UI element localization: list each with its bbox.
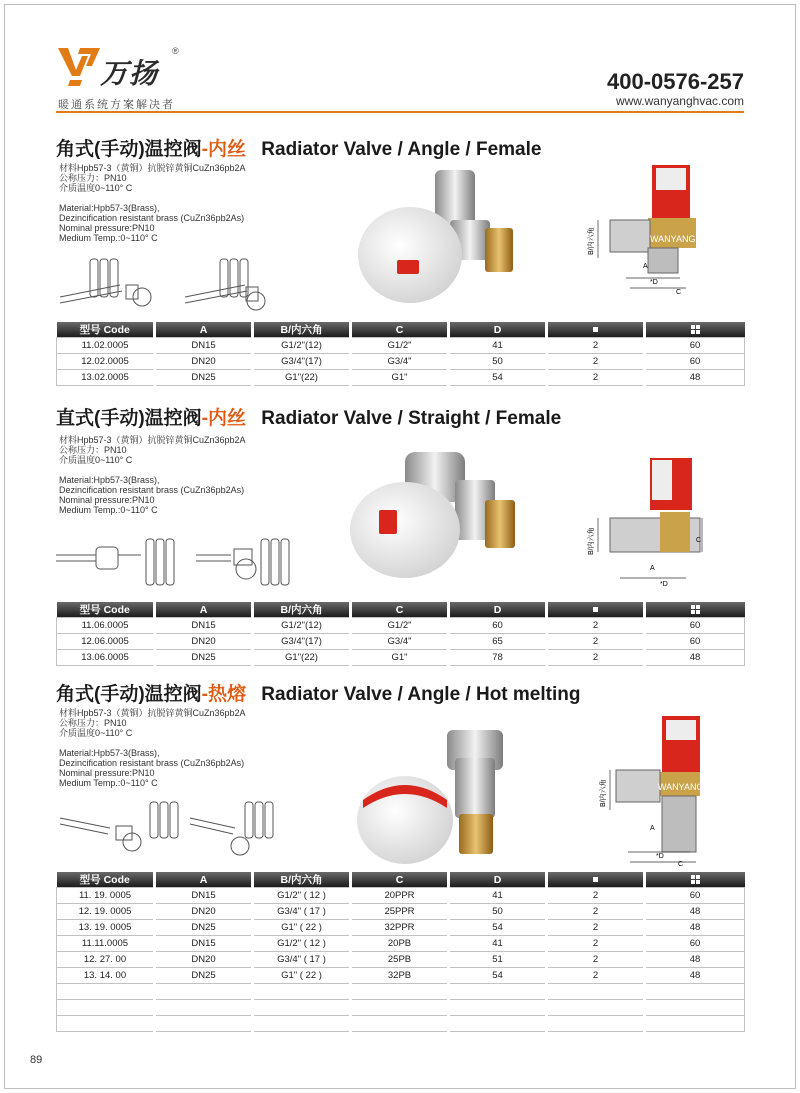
registered-mark: ® [172, 46, 179, 56]
spec-line: 材料Hpb57-3（黄铜）抗脱锌黄铜CuZn36pb2A [59, 163, 246, 173]
table-cell: G1"(22) [253, 650, 351, 666]
spec-line: 公称压力：PN10 [59, 173, 127, 183]
table-cell: G3/4"(17) [253, 634, 351, 650]
inner-box-icon [593, 607, 598, 612]
table-row [57, 354, 745, 370]
spec-line: 材料Hpb57-3（黄铜）抗脱锌黄铜CuZn36pb2A [59, 435, 246, 445]
table-cell: 25PB [351, 952, 449, 968]
brand-name: 万扬 [100, 58, 159, 89]
col-d: D [449, 872, 547, 888]
brand-logo-icon [56, 44, 102, 90]
table-row [57, 968, 745, 984]
table-cell: 32PB [351, 968, 449, 984]
table-cell: 12.02.0005 [57, 354, 155, 370]
carton-grid-icon [691, 605, 700, 614]
table-cell: 12. 27. 00 [57, 952, 155, 968]
table-header-row [57, 872, 745, 888]
col-code: 型号 Code [57, 872, 155, 888]
table-cell: 20PPR [351, 888, 449, 904]
table-cell: 13. 14. 00 [57, 968, 155, 984]
table-cell: 60 [645, 936, 745, 952]
spec-line: 介质温度0~110° C [59, 455, 133, 465]
table-cell: 48 [645, 370, 745, 386]
table-cell: 2 [547, 618, 645, 634]
table-cell: DN15 [155, 888, 253, 904]
table-cell: G1/2" [351, 618, 449, 634]
spec-line: Nominal pressure:PN10 [59, 495, 155, 505]
spec-line: Material:Hpb57-3(Brass), [59, 203, 160, 213]
table-cell: 54 [449, 370, 547, 386]
table-cell: DN20 [155, 354, 253, 370]
svg-text:A: A [650, 565, 655, 572]
brand-tagline: 暖通系统方案解决者 [58, 99, 175, 111]
section-title-variant: 内丝 [207, 139, 246, 160]
table-cell: 20PB [351, 936, 449, 952]
spec-table [56, 872, 745, 1032]
section-title: 直式(手动)温控阀-内丝 Radiator Valve / Straight / Female [56, 408, 562, 429]
table-cell: 2 [547, 338, 645, 354]
spec-block [59, 708, 246, 788]
spec-line: 介质温度0~110° C [59, 183, 133, 193]
section-title: 角式(手动)温控阀-内丝 Radiator Valve / Angle / Female [56, 139, 542, 160]
spec-line: Dezincification resistant brass (CuZn36pb2As) [59, 213, 245, 223]
section-title-en: Radiator Valve / Straight / Female [261, 408, 562, 429]
table-cell: 2 [547, 888, 645, 904]
table-row-empty [57, 1000, 745, 1016]
inner-box-icon [593, 327, 598, 332]
table-cell: G1/2"(12) [253, 618, 351, 634]
table-row [57, 370, 745, 386]
spec-line: 介质温度0~110° C [59, 728, 133, 738]
table-cell: 54 [449, 968, 547, 984]
spec-block [59, 435, 246, 515]
table-cell: 12. 19. 0005 [57, 904, 155, 920]
table-row [57, 618, 745, 634]
table-cell: 11.02.0005 [57, 338, 155, 354]
installation-sketch [56, 535, 306, 595]
table-cell: 2 [547, 968, 645, 984]
table-cell: 60 [645, 354, 745, 370]
svg-text:WANYANG: WANYANG [658, 782, 704, 792]
table-cell: 48 [645, 968, 745, 984]
spec-line: Medium Temp.:0~110° C [59, 778, 158, 788]
carton-grid-icon [691, 325, 700, 334]
spec-line: Dezincification resistant brass (CuZn36pb2As) [59, 758, 245, 768]
table-cell: 2 [547, 370, 645, 386]
inner-box-icon [593, 877, 598, 882]
table-cell: 13.06.0005 [57, 650, 155, 666]
header-divider [56, 111, 744, 113]
svg-text:C: C [676, 289, 682, 296]
col-d: D [449, 602, 547, 618]
table-cell: 41 [449, 936, 547, 952]
col-a: A [155, 322, 253, 338]
phone-number: 400-0576-257 [606, 69, 744, 94]
table-cell: 2 [547, 952, 645, 968]
spec-line: Medium Temp.:0~110° C [59, 505, 158, 515]
table-cell: 48 [645, 952, 745, 968]
table-cell: G3/4" [351, 354, 449, 370]
svg-text:*D: *D [656, 853, 664, 860]
svg-text:*D: *D [650, 279, 658, 286]
table-header-row [57, 322, 745, 338]
table-cell: G3/4" ( 17 ) [253, 952, 351, 968]
installation-sketch [60, 798, 290, 863]
table-cell: G3/4" [351, 634, 449, 650]
table-cell: 60 [645, 888, 745, 904]
table-cell: 2 [547, 936, 645, 952]
table-row [57, 936, 745, 952]
spec-line: Nominal pressure:PN10 [59, 223, 155, 233]
col-b: B/内六角 [253, 322, 351, 338]
svg-text:A: A [650, 825, 655, 832]
table-cell: 60 [645, 338, 745, 354]
table-cell: G1/2" [351, 338, 449, 354]
website-link[interactable]: www.wanyanghvac.com [615, 94, 744, 108]
table-cell: DN25 [155, 370, 253, 386]
table-cell: DN25 [155, 920, 253, 936]
table-cell: 2 [547, 354, 645, 370]
dimension-drawing [600, 712, 710, 867]
table-cell: 48 [645, 920, 745, 936]
section-title-cn: 角式(手动)温控阀 [56, 139, 202, 160]
table-cell: DN20 [155, 952, 253, 968]
spec-line: Medium Temp.:0~110° C [59, 233, 158, 243]
col-carton-icon [645, 322, 745, 338]
table-cell: G1" ( 22 ) [253, 920, 351, 936]
table-cell: 65 [449, 634, 547, 650]
valve-photo [355, 160, 525, 310]
col-code: 型号 Code [57, 602, 155, 618]
table-cell: 48 [645, 904, 745, 920]
svg-text:B/内六角: B/内六角 [588, 227, 595, 255]
col-c: C [351, 872, 449, 888]
table-cell: 51 [449, 952, 547, 968]
col-b: B/内六角 [253, 602, 351, 618]
table-row [57, 338, 745, 354]
table-cell: 48 [645, 650, 745, 666]
svg-text:B/内六角: B/内六角 [588, 527, 595, 555]
col-c: C [351, 322, 449, 338]
table-cell: 25PPR [351, 904, 449, 920]
table-row-empty [57, 1016, 745, 1032]
spec-block [59, 163, 246, 243]
table-row [57, 888, 745, 904]
col-box-icon [547, 872, 645, 888]
table-row-empty [57, 984, 745, 1000]
col-carton-icon [645, 602, 745, 618]
spec-line: Material:Hpb57-3(Brass), [59, 475, 160, 485]
table-cell: G3/4" ( 17 ) [253, 904, 351, 920]
page-number: 89 [30, 1054, 43, 1066]
table-row [57, 634, 745, 650]
table-cell: 12.06.0005 [57, 634, 155, 650]
spec-line: Material:Hpb57-3(Brass), [59, 748, 160, 758]
table-cell: 2 [547, 920, 645, 936]
table-row [57, 952, 745, 968]
svg-text:*D: *D [660, 581, 668, 588]
svg-text:B/内六角: B/内六角 [600, 779, 607, 807]
spec-line: 公称压力：PN10 [59, 445, 127, 455]
svg-text:C: C [696, 537, 702, 544]
section-title-variant: 热熔 [207, 684, 246, 705]
section-title-cn: 角式(手动)温控阀 [56, 684, 202, 705]
spec-line: 公称压力：PN10 [59, 718, 127, 728]
dimension-drawing [590, 160, 705, 300]
table-cell: 78 [449, 650, 547, 666]
table-cell: DN15 [155, 936, 253, 952]
table-cell: DN20 [155, 634, 253, 650]
col-carton-icon [645, 872, 745, 888]
spec-line: 材料Hpb57-3（黄铜）抗脱锌黄铜CuZn36pb2A [59, 708, 246, 718]
svg-text:A: A [643, 263, 648, 270]
carton-grid-icon [691, 875, 700, 884]
table-cell: 13.02.0005 [57, 370, 155, 386]
section-title-en: Radiator Valve / Angle / Female [261, 139, 542, 160]
table-cell: G1" [351, 650, 449, 666]
section-title-cn: 直式(手动)温控阀 [56, 408, 202, 429]
table-cell: G1" [351, 370, 449, 386]
section-title-en: Radiator Valve / Angle / Hot melting [261, 684, 581, 705]
table-cell: 2 [547, 650, 645, 666]
table-cell: 50 [449, 904, 547, 920]
section-title-variant: 内丝 [207, 408, 246, 429]
table-cell: G1/2" ( 12 ) [253, 888, 351, 904]
table-cell: G1/2" ( 12 ) [253, 936, 351, 952]
installation-sketch [60, 255, 290, 320]
col-d: D [449, 322, 547, 338]
table-cell: 11.11.0005 [57, 936, 155, 952]
table-cell: 2 [547, 904, 645, 920]
table-row [57, 904, 745, 920]
table-cell: 41 [449, 888, 547, 904]
table-cell: G1/2"(12) [253, 338, 351, 354]
table-cell: 60 [645, 634, 745, 650]
svg-text:C: C [678, 861, 684, 868]
table-header-row [57, 602, 745, 618]
table-cell: DN25 [155, 968, 253, 984]
table-row [57, 920, 745, 936]
table-cell: G1"(22) [253, 370, 351, 386]
table-cell: DN20 [155, 904, 253, 920]
valve-photo [355, 730, 525, 875]
table-cell: DN25 [155, 650, 253, 666]
spec-table [56, 602, 745, 666]
table-row [57, 650, 745, 666]
table-cell: 41 [449, 338, 547, 354]
valve-photo [345, 450, 525, 590]
section-title: 角式(手动)温控阀-热熔 Radiator Valve / Angle / Hot melting [56, 684, 581, 705]
table-cell: 11. 19. 0005 [57, 888, 155, 904]
col-a: A [155, 872, 253, 888]
spec-table [56, 322, 745, 386]
svg-text:WANYANG: WANYANG [650, 234, 696, 244]
spec-line: Nominal pressure:PN10 [59, 768, 155, 778]
table-cell: DN15 [155, 618, 253, 634]
table-cell: 54 [449, 920, 547, 936]
col-b: B/内六角 [253, 872, 351, 888]
col-box-icon [547, 602, 645, 618]
spec-line: Dezincification resistant brass (CuZn36pb2As) [59, 485, 245, 495]
col-c: C [351, 602, 449, 618]
col-a: A [155, 602, 253, 618]
table-cell: 2 [547, 634, 645, 650]
table-cell: G1" ( 22 ) [253, 968, 351, 984]
col-code: 型号 Code [57, 322, 155, 338]
table-cell: 60 [449, 618, 547, 634]
table-cell: G3/4"(17) [253, 354, 351, 370]
col-box-icon [547, 322, 645, 338]
table-cell: 13. 19. 0005 [57, 920, 155, 936]
table-cell: 60 [645, 618, 745, 634]
table-cell: DN15 [155, 338, 253, 354]
table-cell: 32PPR [351, 920, 449, 936]
table-cell: 50 [449, 354, 547, 370]
table-cell: 11.06.0005 [57, 618, 155, 634]
dimension-drawing [590, 450, 705, 590]
